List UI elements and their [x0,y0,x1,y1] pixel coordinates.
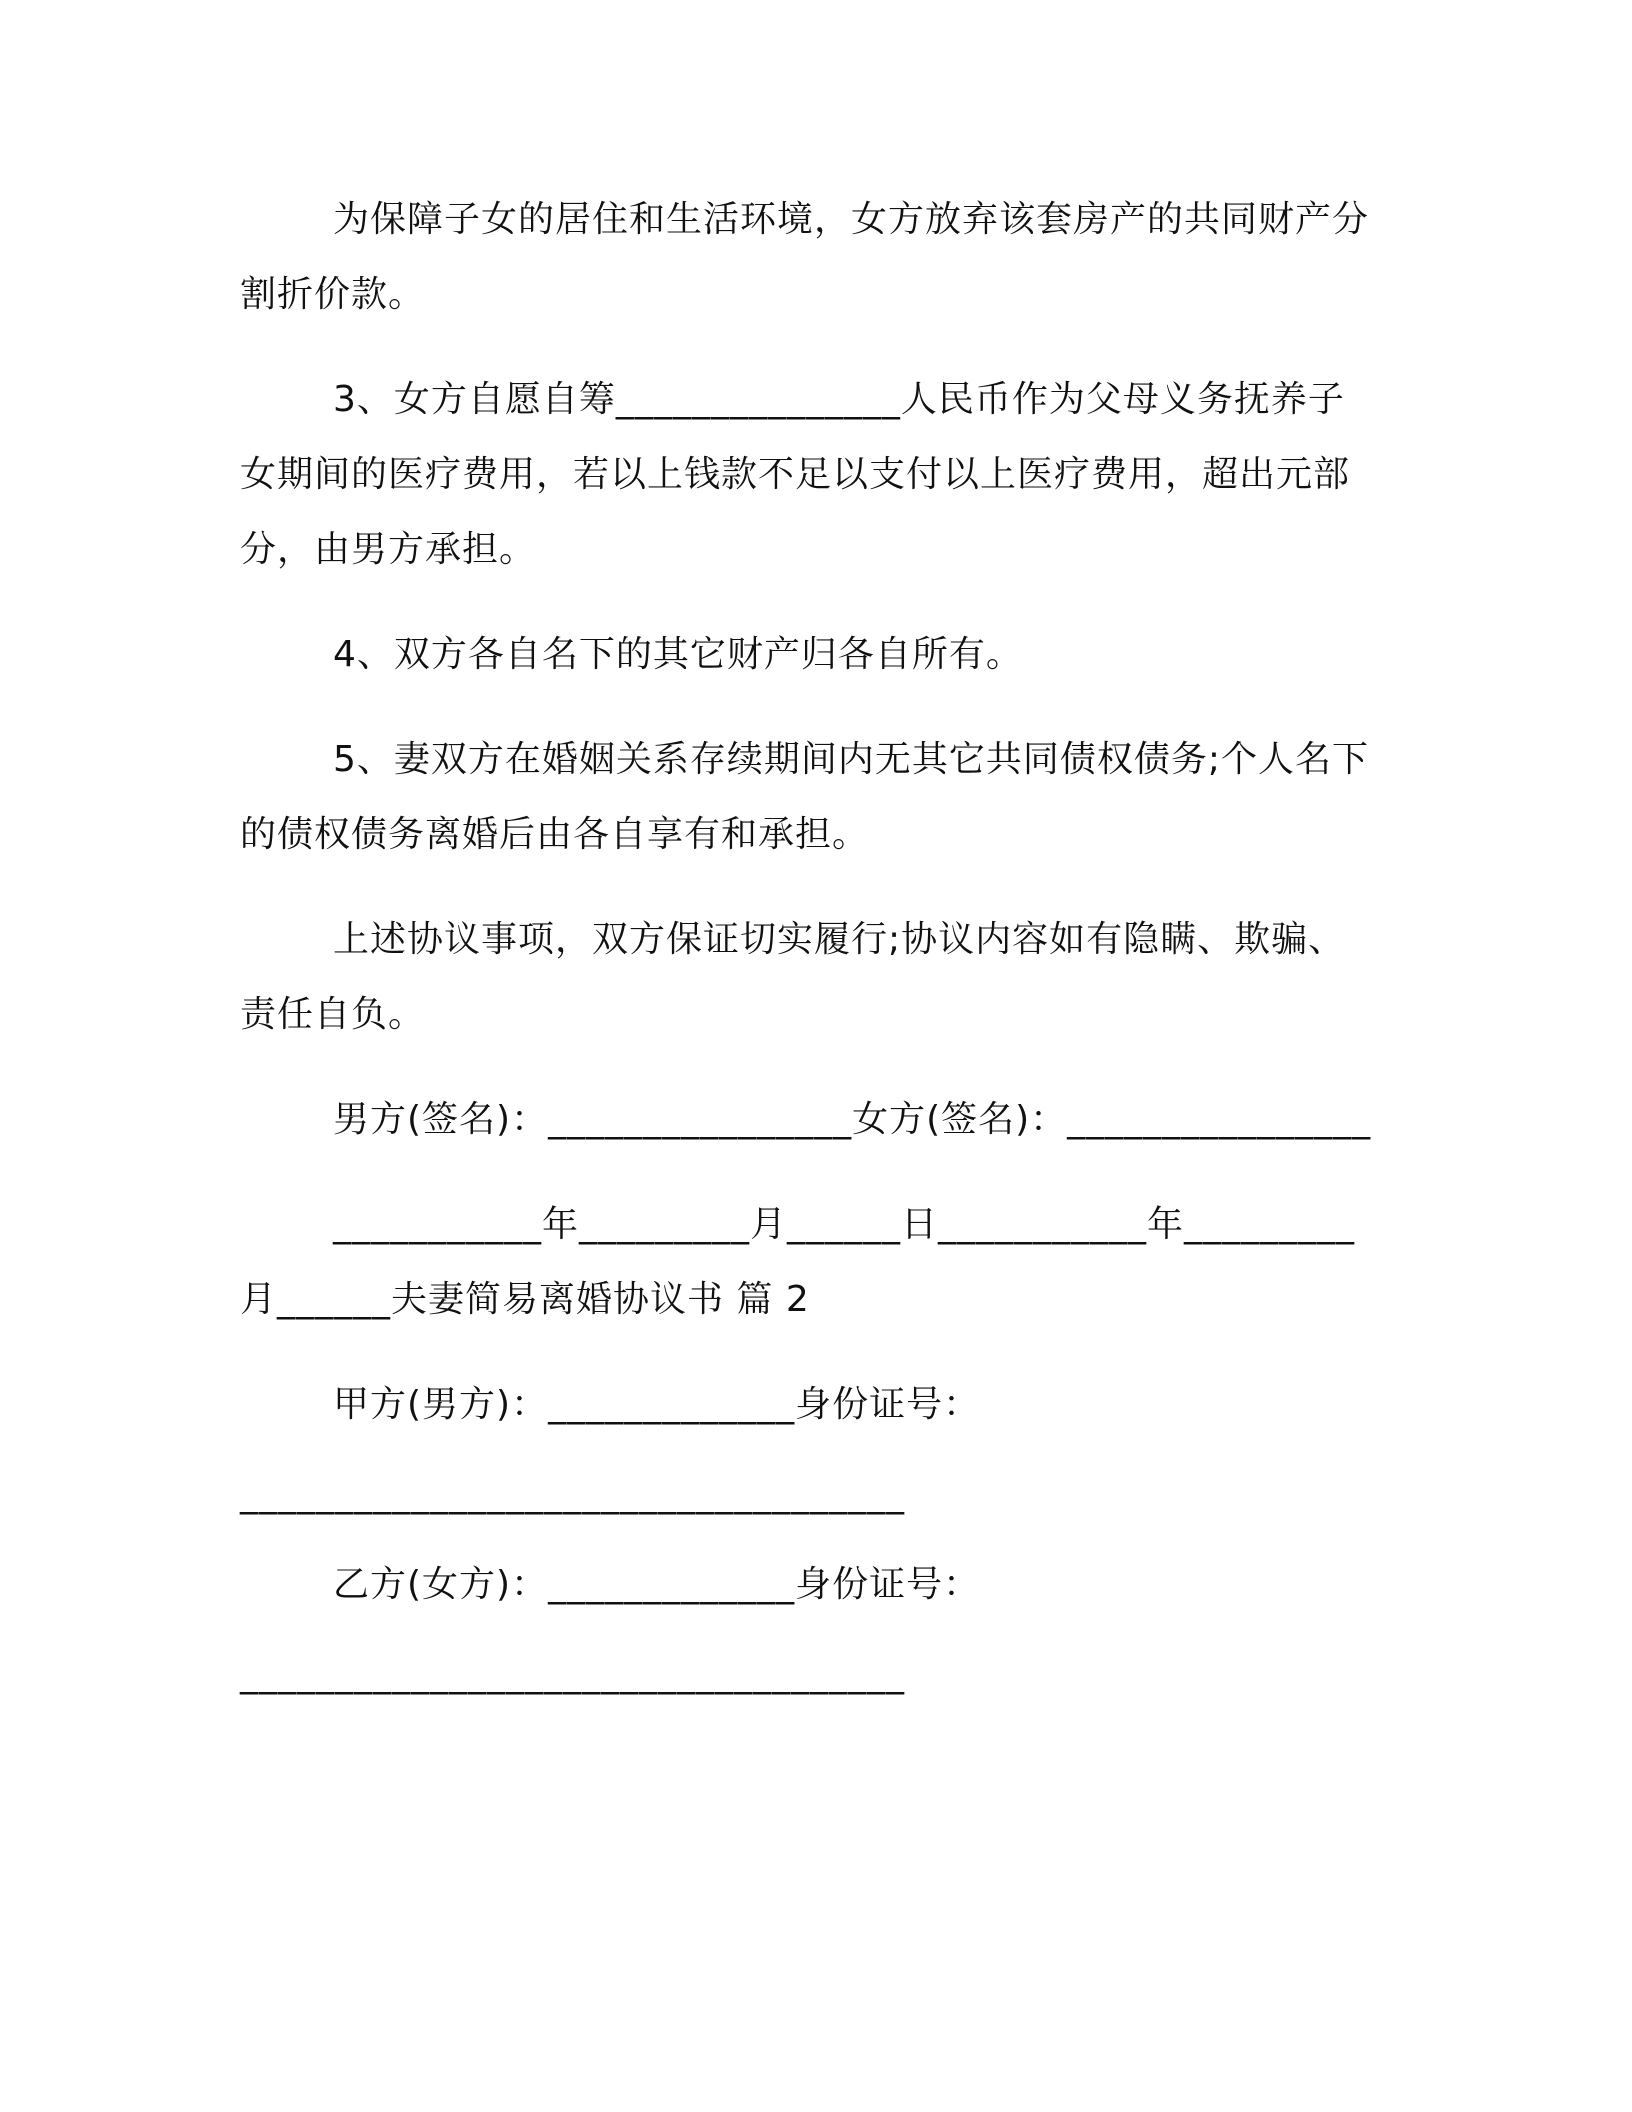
paragraph-2-line-1: 3、女方自愿自筹_______________人民币作为父母义务抚养子 [333,379,1345,420]
paragraph-2-line-3: 分，由男方承担。 [240,529,537,570]
paragraph-1-line-1: 为保障子女的居住和生活环境，女方放弃该套房产的共同财产分 [333,199,1370,240]
party-a-id-line: ___________________________________ [240,1474,905,1515]
male-signature-field: 男方(签名)：________________ [333,1099,853,1140]
party-b-label: 乙方(女方)：_____________身份证号： [333,1564,981,1605]
paragraph-5-line-2: 责任自负。 [240,994,426,1035]
paragraph-5-line-1: 上述协议事项，双方保证切实履行;协议内容如有隐瞒、欺骗、 [333,919,1346,960]
female-signature-field: 女方(签名)：________________ [852,1099,1372,1140]
paragraph-2-line-2: 女期间的医疗费用，若以上钱款不足以支付以上医疗费用，超出元部 [240,454,1351,495]
date-line-2-with-title: 月______夫妻简易离婚协议书 篇 2 [240,1279,810,1320]
signature-row [333,1098,1371,1142]
paragraph-4-line-1: 5、妻双方在婚姻关系存续期间内无其它共同债权债务;个人名下 [333,739,1370,780]
party-b-id-line: ___________________________________ [240,1654,905,1695]
paragraph-1-line-2: 割折价款。 [240,274,426,315]
party-a-label: 甲方(男方)：_____________身份证号： [333,1384,981,1425]
date-line-1: ___________年_________月______日___________年_________ [333,1204,1355,1245]
paragraph-4-line-2: 的债权债务离婚后由各自享有和承担。 [240,814,870,855]
paragraph-3-line-1: 4、双方各自名下的其它财产归各自所有。 [333,634,1023,675]
